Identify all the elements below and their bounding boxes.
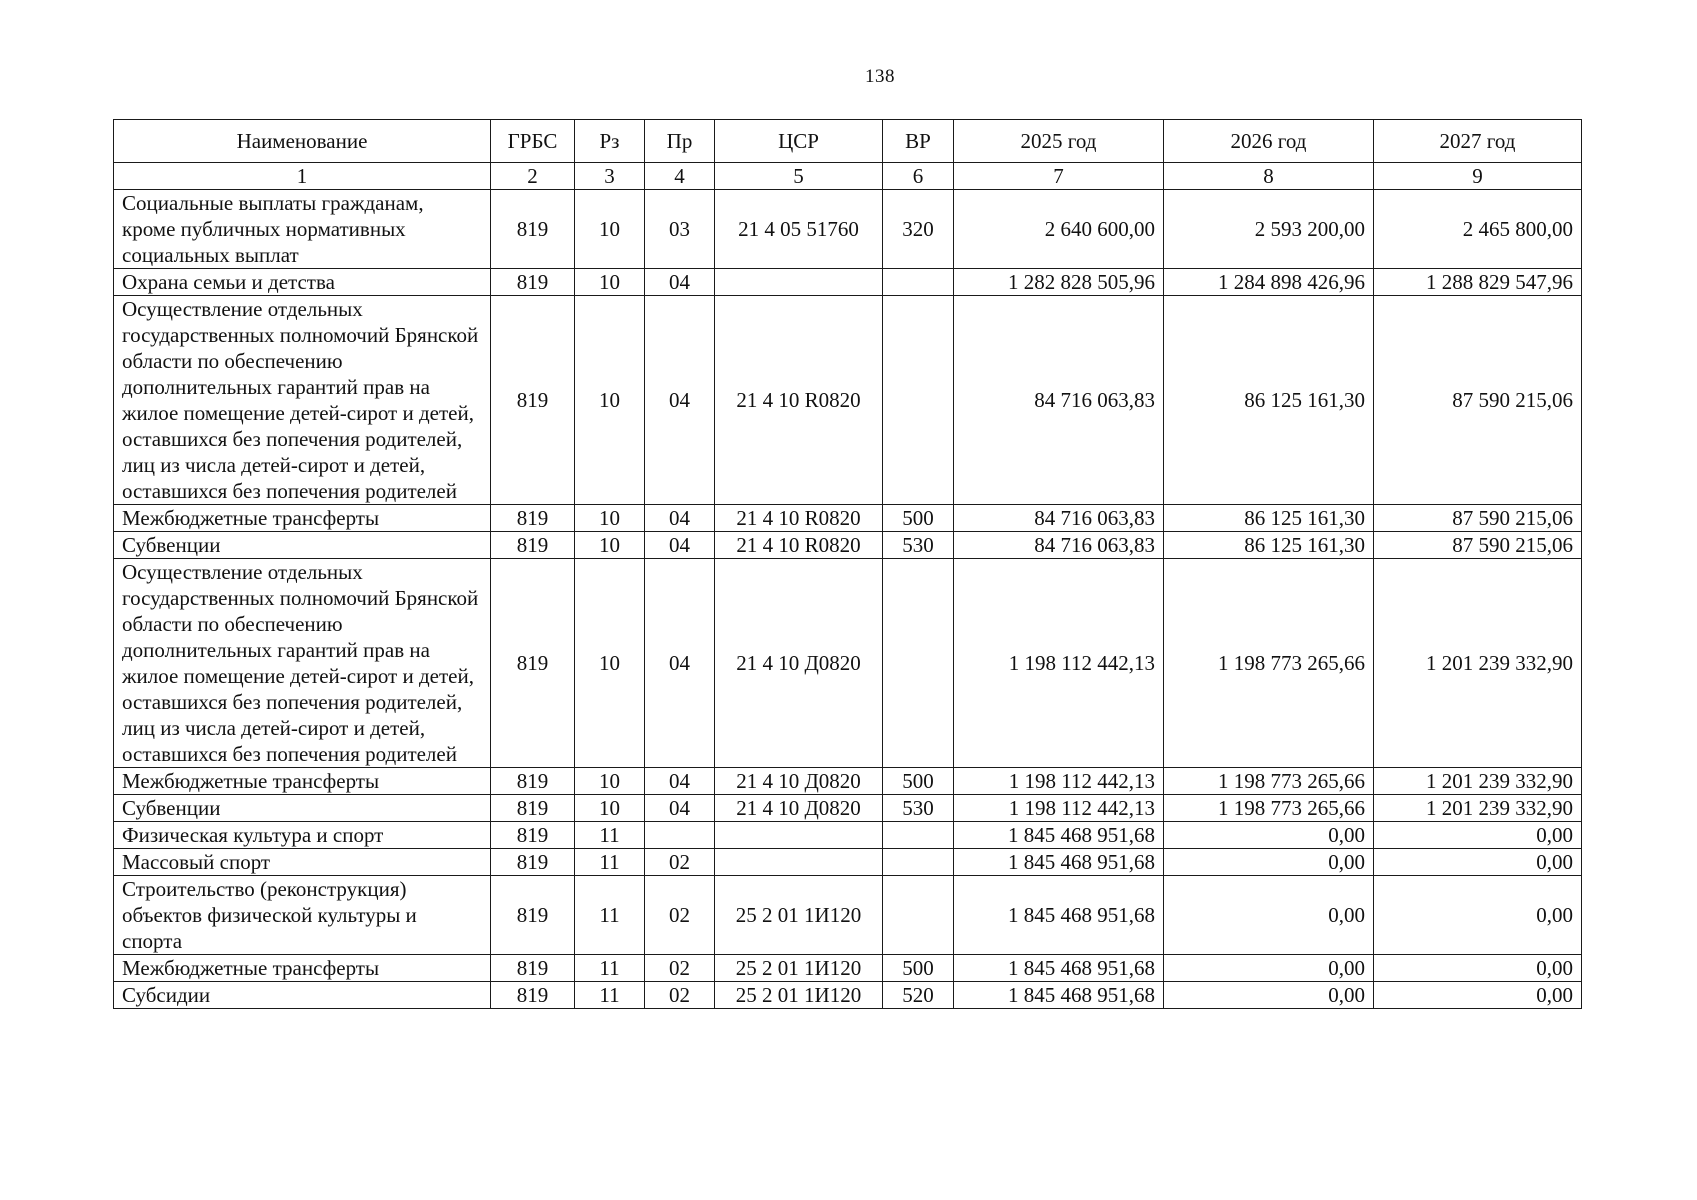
- row-grbs: 819: [491, 505, 575, 532]
- column-number-row: [114, 163, 1582, 190]
- row-rz: 11: [575, 955, 645, 982]
- row-name: Межбюджетные трансферты: [114, 768, 491, 795]
- row-pr: 02: [645, 849, 715, 876]
- column-number: 8: [1164, 163, 1374, 190]
- row-amount-2026: 0,00: [1164, 876, 1374, 955]
- row-csr: [715, 849, 883, 876]
- table-row: [114, 559, 1582, 768]
- row-name: Субвенции: [114, 795, 491, 822]
- row-amount-2027: 0,00: [1374, 982, 1582, 1009]
- row-vr: 500: [883, 505, 954, 532]
- row-amount-2025: 2 640 600,00: [954, 190, 1164, 269]
- row-name: Межбюджетные трансферты: [114, 505, 491, 532]
- row-amount-2027: 1 201 239 332,90: [1374, 559, 1582, 768]
- column-number: 7: [954, 163, 1164, 190]
- row-grbs: 819: [491, 768, 575, 795]
- row-grbs: 819: [491, 559, 575, 768]
- table-row: [114, 190, 1582, 269]
- header-name: Наименование: [114, 120, 491, 163]
- header-pr: Пр: [645, 120, 715, 163]
- row-rz: 11: [575, 822, 645, 849]
- row-amount-2025: 1 845 468 951,68: [954, 876, 1164, 955]
- table-row: [114, 269, 1582, 296]
- row-amount-2027: 87 590 215,06: [1374, 296, 1582, 505]
- row-amount-2027: 0,00: [1374, 849, 1582, 876]
- row-amount-2025: 1 845 468 951,68: [954, 982, 1164, 1009]
- row-vr: 520: [883, 982, 954, 1009]
- row-vr: [883, 269, 954, 296]
- row-name: Субсидии: [114, 982, 491, 1009]
- row-amount-2025: 1 282 828 505,96: [954, 269, 1164, 296]
- row-vr: [883, 822, 954, 849]
- row-grbs: 819: [491, 532, 575, 559]
- row-rz: 10: [575, 269, 645, 296]
- row-amount-2025: 1 198 112 442,13: [954, 795, 1164, 822]
- budget-table: [113, 119, 1582, 1009]
- row-vr: 530: [883, 532, 954, 559]
- row-amount-2027: 0,00: [1374, 955, 1582, 982]
- row-amount-2025: 1 198 112 442,13: [954, 559, 1164, 768]
- row-pr: 04: [645, 768, 715, 795]
- row-amount-2026: 0,00: [1164, 849, 1374, 876]
- row-grbs: 819: [491, 849, 575, 876]
- row-amount-2027: 0,00: [1374, 822, 1582, 849]
- row-amount-2026: 2 593 200,00: [1164, 190, 1374, 269]
- row-rz: 10: [575, 532, 645, 559]
- row-pr: [645, 822, 715, 849]
- row-rz: 10: [575, 296, 645, 505]
- row-name: Физическая культура и спорт: [114, 822, 491, 849]
- row-pr: 04: [645, 296, 715, 505]
- row-vr: [883, 876, 954, 955]
- row-pr: 04: [645, 505, 715, 532]
- row-pr: 04: [645, 269, 715, 296]
- row-amount-2027: 1 288 829 547,96: [1374, 269, 1582, 296]
- row-rz: 10: [575, 795, 645, 822]
- row-amount-2025: 1 845 468 951,68: [954, 849, 1164, 876]
- row-amount-2027: 87 590 215,06: [1374, 532, 1582, 559]
- table-row: [114, 768, 1582, 795]
- row-name: Социальные выплаты гражданам, кроме публичных нормативных социальных выплат: [114, 190, 491, 269]
- row-amount-2025: 84 716 063,83: [954, 296, 1164, 505]
- table-row: [114, 532, 1582, 559]
- column-number: 6: [883, 163, 954, 190]
- header-2027: 2027 год: [1374, 120, 1582, 163]
- row-csr: 21 4 05 51760: [715, 190, 883, 269]
- row-amount-2027: 87 590 215,06: [1374, 505, 1582, 532]
- row-csr: 21 4 10 R0820: [715, 532, 883, 559]
- row-vr: 500: [883, 955, 954, 982]
- column-number: 3: [575, 163, 645, 190]
- row-rz: 10: [575, 559, 645, 768]
- table-row: [114, 505, 1582, 532]
- row-name: Осуществление отдельных государственных полномочий Брянской области по обеспечению дополнительных гарантий прав на жилое помещение детей-сирот и детей, оставшихся без попечения родителей, лиц из числа детей-сирот и детей, оставшихся без попечения родителей: [114, 296, 491, 505]
- row-grbs: 819: [491, 296, 575, 505]
- row-amount-2027: 2 465 800,00: [1374, 190, 1582, 269]
- row-csr: 21 4 10 Д0820: [715, 559, 883, 768]
- row-rz: 10: [575, 505, 645, 532]
- table-row: [114, 982, 1582, 1009]
- row-grbs: 819: [491, 822, 575, 849]
- row-pr: 02: [645, 876, 715, 955]
- row-grbs: 819: [491, 955, 575, 982]
- header-2025: 2025 год: [954, 120, 1164, 163]
- table-row: [114, 876, 1582, 955]
- header-rz: Рз: [575, 120, 645, 163]
- row-pr: 02: [645, 955, 715, 982]
- column-number: 4: [645, 163, 715, 190]
- row-amount-2026: 86 125 161,30: [1164, 505, 1374, 532]
- row-grbs: 819: [491, 269, 575, 296]
- row-amount-2026: 0,00: [1164, 822, 1374, 849]
- row-amount-2026: 0,00: [1164, 955, 1374, 982]
- row-amount-2026: 1 284 898 426,96: [1164, 269, 1374, 296]
- row-amount-2026: 86 125 161,30: [1164, 532, 1374, 559]
- header-csr: ЦСР: [715, 120, 883, 163]
- header-2026: 2026 год: [1164, 120, 1374, 163]
- header-vr: ВР: [883, 120, 954, 163]
- table-row: [114, 849, 1582, 876]
- row-amount-2026: 1 198 773 265,66: [1164, 768, 1374, 795]
- column-number: 1: [114, 163, 491, 190]
- header-row: [114, 120, 1582, 163]
- row-amount-2025: 84 716 063,83: [954, 505, 1164, 532]
- row-csr: 21 4 10 R0820: [715, 296, 883, 505]
- row-csr: [715, 269, 883, 296]
- row-amount-2025: 1 845 468 951,68: [954, 822, 1164, 849]
- row-vr: 500: [883, 768, 954, 795]
- row-csr: 21 4 10 R0820: [715, 505, 883, 532]
- row-rz: 11: [575, 849, 645, 876]
- row-vr: [883, 296, 954, 505]
- row-pr: 04: [645, 532, 715, 559]
- row-name: Осуществление отдельных государственных полномочий Брянской области по обеспечению дополнительных гарантий прав на жилое помещение детей-сирот и детей, оставшихся без попечения родителей, лиц из числа детей-сирот и детей, оставшихся без попечения родителей: [114, 559, 491, 768]
- row-csr: [715, 822, 883, 849]
- row-name: Охрана семьи и детства: [114, 269, 491, 296]
- row-vr: 530: [883, 795, 954, 822]
- header-grbs: ГРБС: [491, 120, 575, 163]
- table-row: [114, 822, 1582, 849]
- column-number: 5: [715, 163, 883, 190]
- row-amount-2025: 1 198 112 442,13: [954, 768, 1164, 795]
- row-vr: 320: [883, 190, 954, 269]
- row-rz: 11: [575, 876, 645, 955]
- row-vr: [883, 559, 954, 768]
- row-amount-2027: 0,00: [1374, 876, 1582, 955]
- row-vr: [883, 849, 954, 876]
- row-amount-2027: 1 201 239 332,90: [1374, 795, 1582, 822]
- row-csr: 25 2 01 1И120: [715, 955, 883, 982]
- row-amount-2025: 84 716 063,83: [954, 532, 1164, 559]
- row-amount-2025: 1 845 468 951,68: [954, 955, 1164, 982]
- row-grbs: 819: [491, 795, 575, 822]
- row-amount-2026: 86 125 161,30: [1164, 296, 1374, 505]
- row-pr: 03: [645, 190, 715, 269]
- row-name: Массовый спорт: [114, 849, 491, 876]
- row-amount-2026: 0,00: [1164, 982, 1374, 1009]
- row-pr: 04: [645, 559, 715, 768]
- row-name: Субвенции: [114, 532, 491, 559]
- row-csr: 21 4 10 Д0820: [715, 768, 883, 795]
- page-number: 138: [865, 66, 895, 87]
- row-name: Межбюджетные трансферты: [114, 955, 491, 982]
- row-grbs: 819: [491, 190, 575, 269]
- row-amount-2026: 1 198 773 265,66: [1164, 559, 1374, 768]
- row-csr: 21 4 10 Д0820: [715, 795, 883, 822]
- column-number: 2: [491, 163, 575, 190]
- row-pr: 02: [645, 982, 715, 1009]
- table-row: [114, 795, 1582, 822]
- table-row: [114, 955, 1582, 982]
- row-amount-2027: 1 201 239 332,90: [1374, 768, 1582, 795]
- row-rz: 10: [575, 768, 645, 795]
- row-csr: 25 2 01 1И120: [715, 876, 883, 955]
- row-rz: 11: [575, 982, 645, 1009]
- table-row: [114, 296, 1582, 505]
- row-name: Строительство (реконструкция) объектов физической культуры и спорта: [114, 876, 491, 955]
- row-grbs: 819: [491, 982, 575, 1009]
- row-amount-2026: 1 198 773 265,66: [1164, 795, 1374, 822]
- row-grbs: 819: [491, 876, 575, 955]
- row-rz: 10: [575, 190, 645, 269]
- row-csr: 25 2 01 1И120: [715, 982, 883, 1009]
- row-pr: 04: [645, 795, 715, 822]
- column-number: 9: [1374, 163, 1582, 190]
